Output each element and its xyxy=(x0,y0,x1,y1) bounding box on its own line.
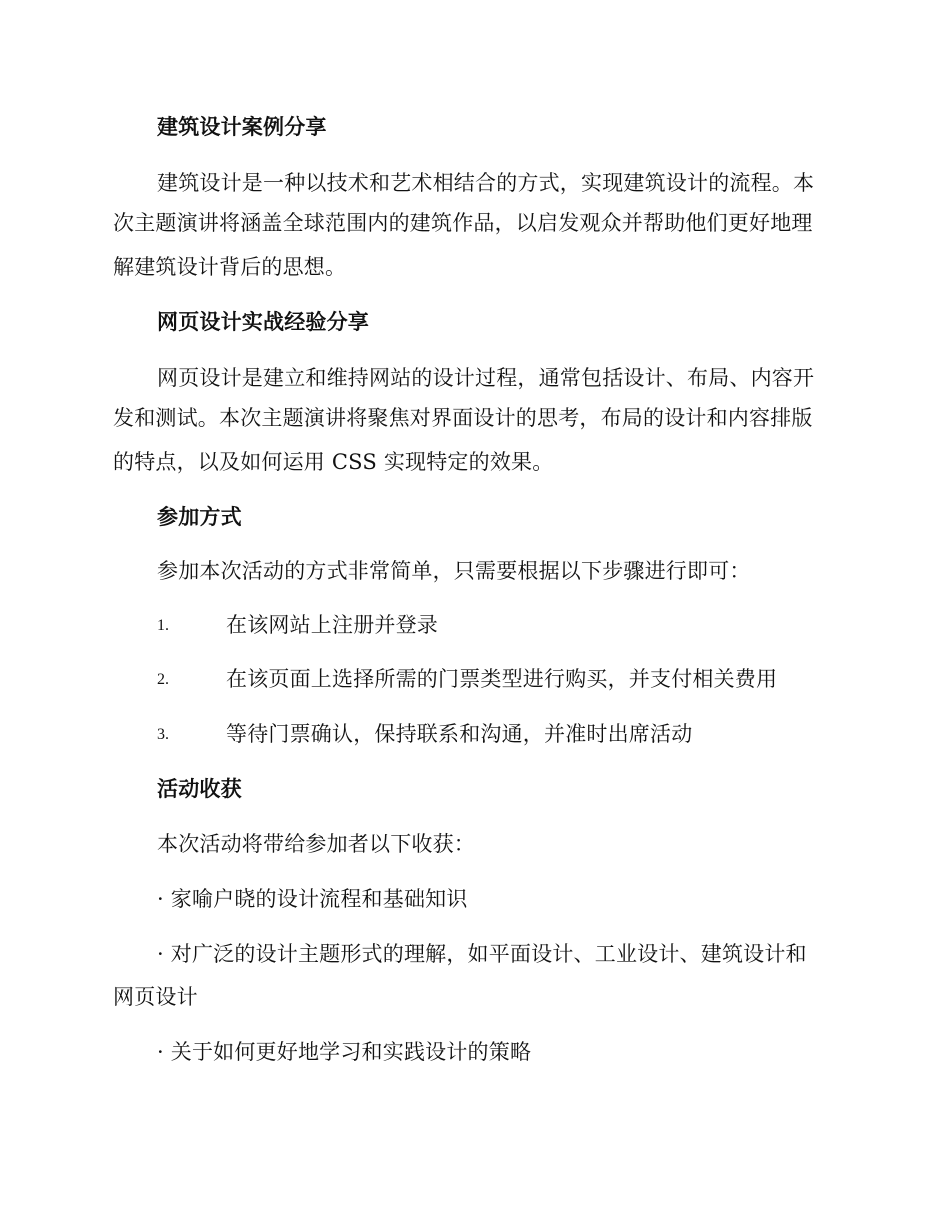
paragraph-line: 网页设计是建立和维持网站的设计过程，通常包括设计、布局、内容开 xyxy=(157,366,815,390)
bullet-item-continuation: 网页设计 xyxy=(113,985,198,1009)
section-heading-web-design: 网页设计实战经验分享 xyxy=(157,310,369,334)
participation-intro: 参加本次活动的方式非常简单，只需要根据以下步骤进行即可： xyxy=(157,559,751,583)
section-heading-participation: 参加方式 xyxy=(157,505,242,529)
step-number: 2. xyxy=(157,671,169,688)
step-text: 在该网站上注册并登录 xyxy=(226,613,438,637)
bullet-item: · 关于如何更好地学习和实践设计的策略 xyxy=(157,1040,532,1064)
paragraph-line: 建筑设计是一种以技术和艺术相结合的方式，实现建筑设计的流程。本 xyxy=(157,171,815,195)
paragraph-line: 发和测试。本次主题演讲将聚焦对界面设计的思考，布局的设计和内容排版 xyxy=(113,406,813,430)
gains-intro: 本次活动将带给参加者以下收获： xyxy=(157,832,475,856)
section-heading-gains: 活动收获 xyxy=(157,777,242,801)
section-heading-architecture: 建筑设计案例分享 xyxy=(157,115,327,139)
step-text: 在该页面上选择所需的门票类型进行购买，并支付相关费用 xyxy=(226,667,778,691)
step-text: 等待门票确认，保持联系和沟通，并准时出席活动 xyxy=(226,722,693,746)
step-number: 1. xyxy=(157,617,169,634)
step-number: 3. xyxy=(157,726,169,743)
paragraph-line: 解建筑设计背后的思想。 xyxy=(113,255,347,279)
paragraph-line: 次主题演讲将涵盖全球范围内的建筑作品，以启发观众并帮助他们更好地理 xyxy=(113,211,813,235)
bullet-item: · 对广泛的设计主题形式的理解，如平面设计、工业设计、建筑设计和 xyxy=(157,942,807,966)
bullet-item: · 家喻户晓的设计流程和基础知识 xyxy=(157,887,468,911)
paragraph-line: 的特点，以及如何运用 CSS 实现特定的效果。 xyxy=(113,450,554,474)
